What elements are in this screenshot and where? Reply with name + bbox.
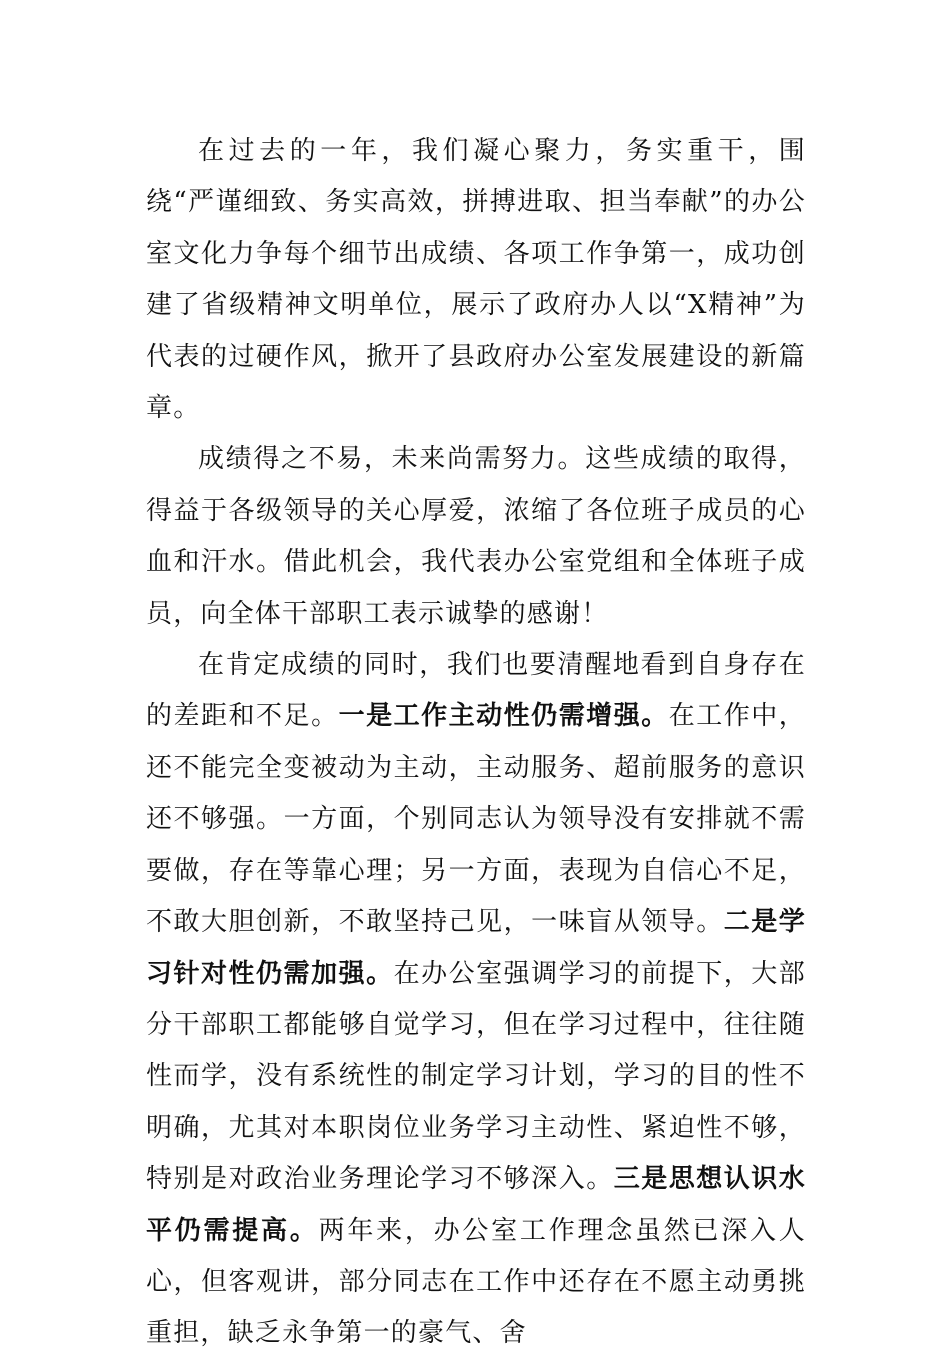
paragraph-2	[146, 434, 806, 640]
point-1-heading: 一是工作主动性仍需增强。	[338, 701, 669, 732]
point-2-text: 在办公室强调学习的前提下，大部分干部职工都能够自觉学习，但在学习过程中，往往随性而学，没有系统性的制定学习计划，学习的目的性不明确，尤其对本职岗位业务学习主动性、紧迫性不够，特别是对政治业务理论学习不够深入。	[146, 958, 806, 1195]
paragraph-2-text: 成绩得之不易，未来尚需努力。这些成绩的取得，得益于各级领导的关心厚爱，浓缩了各位班子成员的心血和汗水。借此机会，我代表办公室党组和全体班子成员，向全体干部职工表示诚挚的感谢！	[146, 444, 806, 629]
point-3-heading: 三是思想认识水平仍需提高。	[146, 1164, 806, 1246]
paragraph-3-intro: 在肯定成绩的同时，我们也要清醒地看到自身存在的差距和不足。	[146, 650, 806, 732]
document-body	[146, 126, 806, 1360]
paragraph-1-text: 在过去的一年，我们凝心聚力，务实重干，围绕“严谨细致、务实高效，拼搏进取、担当奉献”的办公室文化力争每个细节出成绩、各项工作争第一，成功创建了省级精神文明单位，展示了政府办人以“X精神”为代表的过硬作风，掀开了县政府办公室发展建设的新篇章。	[146, 136, 806, 424]
point-2-heading: 二是学习针对性仍需加强。	[146, 907, 806, 989]
paragraph-1	[146, 126, 806, 434]
paragraph-3	[146, 640, 806, 1360]
point-3-text: 两年来，办公室工作理念虽然已深入人心，但客观讲，部分同志在工作中还存在不愿主动勇挑重担，缺乏永争第一的豪气、舍	[146, 1215, 807, 1349]
point-1-text: 在工作中，还不能完全变被动为主动，主动服务、超前服务的意识还不够强。一方面，个别同志认为领导没有安排就不需要做，存在等靠心理；另一方面，表现为自信心不足，不敢大胆创新，不敢坚持己见，一味盲从领导。	[146, 701, 806, 938]
